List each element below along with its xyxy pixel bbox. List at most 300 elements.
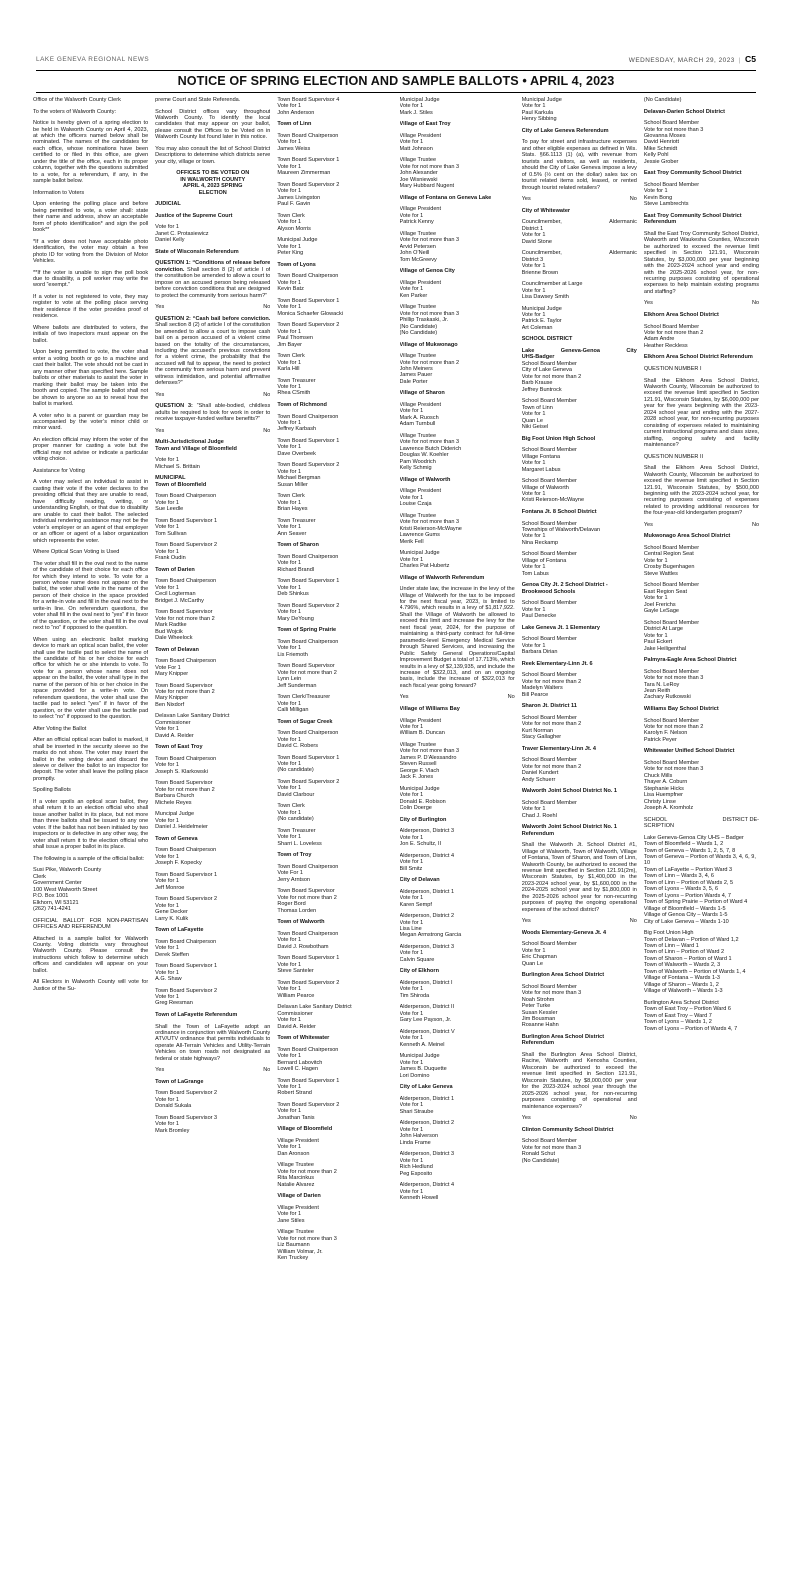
notice-paragraph: Shall the Walworth Jt. School District #1, Village of Walworth, Town of Walworth, Village of Fontana, Town of Sharon, and Town of Linn, Walworth County, be authorized to exceed the revenue limit specified in Section 121.91(2m), Wisconsin Statutes, by $1,400,000 in the 2023-2024 school year, by $1,600,000 in the 2024-2025 school year and by $1,800,000 in the 2025-2026 school year for non-recurring purposes of paying the ongoing operational expenses of the school district? <box>521 842 637 913</box>
ballot-line: Vote for 1 <box>277 736 302 743</box>
school-district-heading <box>522 348 637 393</box>
notice-paragraph: Where ballots are distributed to voters, the initials of two inspectors must appear on the ballot. <box>33 324 149 344</box>
ballot-line: Bridget J. McCarthy <box>155 597 204 604</box>
vote-yes-option[interactable]: Yes <box>155 391 165 398</box>
ballot-line: John O’Neill <box>399 250 430 257</box>
ballot-entry <box>277 298 392 317</box>
ballot-line: Patrick Kenny <box>399 219 434 226</box>
ballot-line: Vote for 1 <box>277 419 302 426</box>
ballot-line: Tim Shiroda <box>399 992 430 999</box>
ballot-line: Town Board Chairperson <box>277 133 339 139</box>
office-heading <box>522 930 637 936</box>
vote-yes-option[interactable]: Yes <box>155 427 165 434</box>
ballot-line: Patrick Peyer <box>643 736 677 743</box>
vote-no-option[interactable]: No <box>629 196 637 203</box>
ballot-line: Town Board Chairperson <box>277 863 339 870</box>
office-heading-line: East Troy Community School District Referendum <box>643 212 742 226</box>
ballot-line: Vote for 1 <box>277 785 302 792</box>
ballot-line: Clerk <box>33 873 46 880</box>
ballot-line: Ann Seaver <box>277 530 307 537</box>
ballot-line: Town Board Chairperson <box>155 578 217 585</box>
office-heading <box>522 128 637 134</box>
ballot-entry <box>522 219 637 245</box>
notice-paragraph: After Voting the Ballot <box>33 725 87 732</box>
ballot-line: District 1 <box>521 225 544 232</box>
ballot-entry <box>400 889 515 908</box>
ballot-line: Dale Porter <box>399 378 428 385</box>
ballot-line: Municipal Judge <box>277 237 318 244</box>
ballot-line: Townships of Walworth/Delavan <box>521 526 601 533</box>
ballot-line: Vote for not more than 2 <box>155 786 215 793</box>
ballot-line: Town Board Chairperson <box>277 413 339 420</box>
page-title: NOTICE OF SPRING ELECTION AND SAMPLE BALLOTS • APRIL 4, 2023 <box>177 74 615 88</box>
ballot-line: School Board Member <box>521 1138 577 1145</box>
vote-yes-option[interactable]: Yes <box>521 918 531 925</box>
ballot-line: Vote for not more than 3 <box>643 675 704 682</box>
ballot-line: Dan Aronson <box>277 1150 310 1157</box>
ballot-line: Steve Lambrechts <box>643 201 689 208</box>
ballot-line: Town of Linn <box>521 404 553 411</box>
ballot-line: Alderperson, District V <box>399 1028 455 1035</box>
ballot-entry <box>277 1047 392 1073</box>
office-heading <box>155 249 270 255</box>
ballot-line: Greg Reesman <box>155 1000 193 1007</box>
ballot-line: Megan Armstrong Garcia <box>399 932 462 939</box>
ballot-line: Joseph A. Kromholz <box>643 805 694 812</box>
ballot-line: Vote for 1 <box>277 1144 302 1151</box>
ballot-line: Town of Linn – Portion of Wards 2, 5 <box>643 879 734 886</box>
ballot-line: (No candidate) <box>277 816 314 823</box>
ballot-line: Frank Oudin <box>155 555 186 562</box>
ballot-entry <box>155 988 270 1007</box>
office-heading-line: Burlington Area School District Referendum <box>521 1034 605 1047</box>
vote-yes-option[interactable]: Yes <box>521 196 531 203</box>
office-heading-line: Traver Elementary-Linn Jt. 4 <box>521 745 596 752</box>
office-heading <box>522 1127 637 1133</box>
notice-paragraph: After an official optical scan ballot is marked, it shall be inserted in the security sleeve so the marks do not show. The voter may insert the ballot in the voting device and discard the sleeve or deliver the ballot to an inspector for deposit. The voter shall leave the polling place promptly. <box>33 737 149 782</box>
ballot-line: East Region Seat <box>643 588 688 595</box>
ballot-line: Vote for 1 <box>399 1102 424 1109</box>
office-heading <box>400 477 515 483</box>
ballot-line: Town Board Chairperson <box>277 638 339 645</box>
ballot-line: P.O. Box 1001 <box>33 893 69 900</box>
ballot-line: Village President <box>399 717 442 724</box>
ballot-line: School Board Member <box>643 759 700 766</box>
ballot-entry <box>522 600 637 619</box>
ballot-line: Village President <box>399 206 442 213</box>
notice-paragraph: An election official may inform the voter of the proper manner for casting a vote but the official may not advise or indicate a particular voting choice. <box>33 436 149 463</box>
ballot-entry <box>155 780 270 806</box>
ballot-entry <box>155 713 270 739</box>
office-heading <box>644 657 759 663</box>
yes-no-options <box>522 1115 637 1121</box>
ballot-entry <box>400 1096 515 1115</box>
ballot-line: Bud Wojcik <box>155 628 183 635</box>
ballot-line: Vote for 1 <box>155 817 179 824</box>
ballot-entry <box>155 542 270 561</box>
office-heading <box>277 852 392 858</box>
ballot-entry <box>522 941 637 967</box>
ballot-line: William B. Duncan <box>399 730 445 737</box>
ballot-line: Town Board Chairperson <box>277 273 339 280</box>
ballot-entry <box>277 779 392 798</box>
ballot-line: Karen Sempf <box>399 901 432 908</box>
ballot-line: Vote for 1 <box>277 524 302 531</box>
ballot-line: Joseph S. Klarkowski <box>155 768 208 775</box>
ballot-line: Town of Linn – Portion of Ward 2 <box>643 949 725 956</box>
ballot-entry <box>400 513 515 545</box>
office-heading-line: Multi-Jurisdictional Judge <box>155 439 224 446</box>
ballot-line: School Board Member <box>521 600 577 607</box>
ballot-line: Alderperson, District 3 <box>399 944 455 951</box>
ballot-line: Town Board Supervisor 3 <box>155 1114 218 1121</box>
vote-no-option[interactable]: No <box>751 300 760 307</box>
ballot-line: Town Board Chairperson <box>277 730 339 737</box>
office-heading <box>522 1034 637 1047</box>
ballot-line: Vote for 1 <box>399 950 424 957</box>
office-heading-line: Walworth Joint School District No. 1 Referendum <box>521 824 618 837</box>
ballot-line: Vote for 1 <box>399 556 424 563</box>
ballot-line: Vote for not more than 2 <box>521 721 582 728</box>
ballot-line: Tara N. LeRoy <box>643 681 680 688</box>
ballot-entry <box>522 984 637 1029</box>
ballot-entry <box>277 414 392 433</box>
ballot-entry <box>522 306 637 332</box>
office-heading <box>522 824 637 837</box>
ballot-line: Town Board Supervisor 1 <box>277 955 340 962</box>
ballot-line: School Board Member <box>643 582 700 589</box>
office-heading <box>522 746 637 752</box>
ballot-line: Town Board Supervisor 2 <box>155 1090 218 1097</box>
ballot-line: Vote for 1 <box>277 188 302 195</box>
ballot-line: Gary Lee Payson, Jr. <box>399 1017 452 1024</box>
ballot-line: Vote for 1 <box>277 1083 302 1090</box>
vote-no-option[interactable]: No <box>507 694 515 701</box>
vote-no-option[interactable]: No <box>629 1115 637 1122</box>
notice-paragraph: **If the voter is unable to sign the poll book due to disability, a poll worker may write the word “exempt.” <box>33 269 149 289</box>
ballot-line: David A. Reider <box>155 732 194 739</box>
ballot-entry <box>155 756 270 775</box>
ballot-line: Susan Kessler <box>521 1009 558 1016</box>
ballot-line: A.G. Shaw <box>155 975 182 982</box>
office-heading <box>400 342 515 348</box>
ballot-line: Village of Fontana <box>521 557 567 564</box>
ballot-line: Dale Wheelock <box>155 634 193 641</box>
office-heading-line: Burlington Area School District <box>521 972 605 979</box>
ballot-entry <box>400 718 515 737</box>
ballot-line: Barbara Church <box>155 793 195 800</box>
ballot-line: Town Board Chairperson <box>277 553 339 560</box>
ballot-line: Jerry Arntson <box>277 876 311 883</box>
ballot-line: Vote for 1 <box>399 859 424 866</box>
ballot-line: Town Treasurer <box>277 827 316 834</box>
office-heading-line: Town of Walworth <box>277 919 325 926</box>
office-heading <box>277 1035 392 1041</box>
ballot-line: Town Board Chairperson <box>155 493 217 500</box>
office-heading-line: Village of Sharon <box>399 390 445 397</box>
ballot-line: Commissioner <box>277 1010 313 1017</box>
ballot-line: Town Clerk/Treasurer <box>277 694 331 701</box>
office-heading-line: Village of Williams Bay <box>399 705 460 712</box>
office-heading-line: City of Lake Geneva <box>399 1084 453 1091</box>
ballot-entry <box>155 683 270 709</box>
ballot-line: Vote for 1 <box>399 895 424 902</box>
ballot-line: Vote for 1 <box>521 411 546 418</box>
vote-no-option[interactable]: No <box>751 521 760 528</box>
ballot-line: Town of Geneva – Wards 1, 2, 5, 7, 8 <box>643 847 736 854</box>
ballot-line: Town Board Supervisor 1 <box>277 157 340 164</box>
ballot-line: Town Clerk <box>277 353 305 360</box>
notice-paragraph: Office of the Walworth County Clerk <box>33 97 121 103</box>
ballot-line: Vote for 1 <box>399 1059 424 1066</box>
ballot-line: Peg Esposito <box>399 1170 433 1177</box>
ballot-line: Town of Delavan – Portion of Ward 1,2 <box>643 936 739 943</box>
ballot-line: Alderperson, District 1 <box>399 888 455 895</box>
question-text: Shall section 8 (2) of article I of the constitution be amended to allow a court to impose cash bail on a person accused of a violent crime based on the totality of the circumstances, including the accused’s previous convictions for a violent crime, the probability that the accused will fail to appear, the need to protect the community from serious harm and prevent witness intimidation, and potential affirmative defenses?” <box>155 322 271 387</box>
office-heading <box>644 706 759 712</box>
ballot-line: School Board Member <box>643 668 700 675</box>
ballot-entry <box>277 1078 392 1097</box>
ballot-line: Vote for 1 <box>399 103 424 110</box>
ballot-line: Rita Marcinkus <box>277 1175 315 1182</box>
ballot-line: Town Board Chairperson <box>155 658 217 665</box>
ballot-line: Vote for 1 <box>155 548 179 555</box>
office-heading <box>155 567 270 573</box>
vote-no-option[interactable]: No <box>263 391 271 398</box>
ballot-line: Rich Hedlund <box>399 1164 433 1171</box>
ballot-line: Municipal Judge <box>399 97 440 103</box>
question-label: QUESTION 2: “Cash bail before conviction. <box>155 315 271 322</box>
ballot-line: Adam Turnbull <box>399 421 436 428</box>
ballot-line: Paul Thomsen <box>277 335 314 342</box>
ballot-entry <box>277 1229 392 1261</box>
ballot-entry <box>522 715 637 741</box>
ballot-line: Vote for 1 <box>277 1108 302 1115</box>
ballot-line: Vote for 1 <box>277 279 302 286</box>
ballot-line: Vote for 1 <box>399 1157 424 1164</box>
ballot-line: Alderperson, District 3 <box>399 828 455 835</box>
ballot-line: Town Board Supervisor 2 <box>155 987 218 994</box>
ballot-line: Vote for 1 <box>277 986 302 993</box>
ballot-line: Mark J. Stiles <box>399 109 433 116</box>
office-heading <box>277 719 392 725</box>
ballot-line: Town Board Supervisor 2 <box>155 542 218 549</box>
ballot-line: Vote for not more than 2 <box>277 669 337 676</box>
ballot-line: Vote for 1 <box>277 163 302 170</box>
office-heading <box>644 533 759 539</box>
ballot-line: Town Board Supervisor <box>277 888 335 895</box>
ballot-entry <box>277 931 392 950</box>
ballot-line: School Board Member <box>643 619 700 626</box>
vote-yes-option[interactable]: Yes <box>155 1067 165 1074</box>
ballot-line: Big Foot Union High <box>643 930 694 937</box>
ballot-line: George F. Vlach <box>399 767 440 774</box>
office-heading-line: Justice of the Supreme Court <box>155 212 233 219</box>
ballot-line: Village President <box>399 488 442 495</box>
ballot-line: Alderperson, District 2 <box>399 913 455 920</box>
ballot-entry <box>400 280 515 299</box>
ballot-line: Henry Sibbing <box>521 116 557 123</box>
ballot-line: James Pauer <box>399 372 433 379</box>
ballot-line: Vote for 1 <box>521 460 546 467</box>
notice-paragraph: The voter shall fill in the oval next to the name of the candidate of their choice for each office for which they intend to vote. To vote for a person whose name does not appear on the ballot, the voter shall write in the name of the person of their choice in the space provided for a write-in vote and fill in the oval next to the write-in line. On referendum questions, the voter shall fill in the oval next to “yes” if in favor of the question, or the voter shall fill in the oval next to “no” if opposed to the question. <box>33 560 149 632</box>
ballot-line: Vote for 1 <box>277 219 302 226</box>
ballot-line: Vote for 1 <box>643 188 668 195</box>
ballot-line: Vote for 1 <box>277 1053 302 1060</box>
ballot-line: Town Board Supervisor <box>155 609 213 616</box>
office-heading-line: Village of Fontana on Geneva Lake <box>399 194 492 201</box>
ballot-line: Stephanie Hicks <box>643 785 684 792</box>
ballot-line: Vote for not more than 3 <box>399 310 460 317</box>
ballot-line: Alderperson, District 3 <box>399 1151 455 1158</box>
ballot-line: Larry K. Kulik <box>155 915 189 922</box>
ballot-line: Town of East Troy – Ward 7 <box>643 1012 712 1019</box>
ballot-line: Vote for 1 <box>277 1017 302 1024</box>
ballot-line: Jessie Grober <box>643 158 679 165</box>
ballot-line: Michele Reyes <box>155 799 192 806</box>
ballot-line: Lori Domino <box>399 1072 430 1079</box>
ballot-entry <box>644 182 759 208</box>
notice-paragraph: *If a voter does not have acceptable photo identification, the voter may obtain a free photo ID for voting from the Division of Motor Vehicles. <box>33 238 149 264</box>
ballot-line: Vote for 1 <box>399 139 424 146</box>
ballot-line: Town Board Chairperson <box>155 847 217 854</box>
office-heading-line: City of Burlington <box>399 816 447 823</box>
ballot-line: Mark Radtke <box>155 622 187 629</box>
vote-no-option[interactable]: No <box>629 918 637 925</box>
ballot-line: Chad J. Roehl <box>521 812 557 819</box>
office-heading-line: Town of Whitewater <box>277 1035 330 1042</box>
office-heading <box>400 877 515 883</box>
ballot-line: School Board Member <box>521 447 577 454</box>
ballot-entry <box>277 378 392 397</box>
ballot-entry <box>277 730 392 749</box>
ballot-line: Ken Truckey <box>277 1255 309 1262</box>
notice-paragraph: Shall the Burlington Area School District, Racine, Walworth and Kenosha Counties, Wisconsin be authorized to exceed the revenue limit specified in Section 121.91, Wisconsin Statutes, by $8,000,000 per year for the 2023-2024 school year through the 2025-2026 school year, for non-recurring purposes consisting of operational and maintenance expenses? <box>521 1052 637 1110</box>
vote-yes-option[interactable]: Yes <box>521 1115 531 1122</box>
ballot-line: Jon E. Schultz, II <box>399 841 442 848</box>
vote-yes-option[interactable]: Yes <box>643 300 653 307</box>
ballot-line: Village Trustee <box>399 741 437 748</box>
office-heading-line: Big Foot Union High School <box>521 435 596 442</box>
ballot-line: Vote for 1 <box>521 533 546 540</box>
ballot-line: City of Lake Geneva <box>521 367 572 374</box>
ballot-line: Vote for not more than 3 <box>399 519 460 526</box>
ballot-line: Village Trustee <box>277 1229 314 1236</box>
ballot-line: QUESTION NUMBER I <box>643 365 702 372</box>
ballot-entry <box>644 718 759 744</box>
ballot-line: Phillip Traskaski, Jr. <box>399 317 449 324</box>
vote-no-option[interactable]: No <box>263 1067 271 1074</box>
ballot-entry <box>277 462 392 488</box>
ballot-entry <box>155 224 270 243</box>
ballot-line: Vote for 1 <box>277 584 302 591</box>
ballot-entry <box>277 353 392 372</box>
notice-paragraph: preme Court and State Referenda. <box>155 97 241 103</box>
ballot-line: Natalie Alvarez <box>277 1181 315 1188</box>
ballot-line: Village President <box>399 401 442 408</box>
ballot-entry <box>277 273 392 292</box>
ballot-line: Village of Walworth – Wards 1-3 <box>643 988 723 995</box>
ballot-line: School Board Member <box>521 799 577 806</box>
vote-no-option[interactable]: No <box>263 427 271 434</box>
ballot-line: City of Lake Geneva – Wards 1-10 <box>643 918 729 925</box>
ballot-line: Ronald Schut <box>521 1151 555 1158</box>
yes-no-options <box>644 522 759 528</box>
ballot-line: Pam Woodrich <box>399 458 436 465</box>
masthead-rule <box>36 70 756 71</box>
office-heading-line: MUNICIPAL <box>155 475 186 482</box>
ballot-entry <box>155 1115 270 1134</box>
ballot-entry <box>400 1182 515 1201</box>
vote-yes-option[interactable]: Yes <box>399 694 409 701</box>
ballot-line: Vote for 1 <box>155 993 179 1000</box>
ballot-entry <box>155 896 270 922</box>
office-heading <box>522 972 637 978</box>
ballot-line: Vote for 1 <box>155 584 179 591</box>
notice-paragraph: Where Optical Scan Voting is Used <box>33 549 120 556</box>
office-heading-line: Town of LaFayette Referendum <box>155 1011 238 1018</box>
ballot-entry <box>277 1102 392 1121</box>
ballot-line: Merik Fell <box>399 538 424 545</box>
notice-paragraph: Attached is a sample ballot for Walworth County. Voting districts vary throughout Walworth County. Please consult the instructions which follow to determine which offices and candidates will appear on your ballot. <box>33 935 149 974</box>
office-heading-line: Walworth Joint School District No. 1 <box>521 788 618 795</box>
office-heading <box>155 647 270 653</box>
office-heading-line: Palmyra-Eagle Area School District <box>643 657 737 664</box>
ballot-line: Town Board Supervisor 2 <box>277 462 340 469</box>
vote-no-option[interactable]: No <box>263 304 271 311</box>
ballot-line: Town Board Chairperson <box>155 755 217 762</box>
ballot-line: Town Board Chairperson <box>277 930 339 937</box>
ballot-line: Councilmember at Large <box>521 281 583 288</box>
ballot-line-right: Aldermanic <box>609 250 637 257</box>
ballot-line: Tom Labus <box>521 570 549 577</box>
ballot-line: Joseph F. Kopecky <box>155 860 202 867</box>
ballot-line: Susi Pike, Walworth County <box>33 867 102 874</box>
ballot-line: Vote for 1 <box>643 557 668 564</box>
ballot-line: Vote for 1 <box>643 632 668 639</box>
ballot-line: Town of East Troy – Portion Ward 6 <box>643 1006 731 1013</box>
ballot-line: Village Trustee <box>399 157 437 164</box>
office-heading <box>644 109 759 115</box>
ballot-line: Liz Baumann <box>277 1242 310 1249</box>
ballot-line: Giovanna Moses <box>643 133 686 139</box>
ballot-line: Vote for not more than 3 <box>643 126 704 133</box>
ballot-line: Susan Miller <box>277 481 308 488</box>
ballot-line: Town Board Supervisor 2 <box>277 1101 340 1108</box>
office-heading-line: Delavan-Darien School District <box>643 108 725 115</box>
ballot-line: Village of Bloomfield – Wards 1-5 <box>643 905 726 912</box>
ballot-line: School Board Member <box>521 398 577 405</box>
vote-yes-option[interactable]: Yes <box>643 521 653 528</box>
ballot-line: Lawrence Gums <box>399 532 440 539</box>
office-heading-line: City of Elkhorn <box>399 968 439 975</box>
vote-yes-option[interactable]: Yes <box>155 304 165 311</box>
ballot-line: Adam Andre <box>643 336 675 343</box>
ballot-line: Town Board Supervisor 2 <box>277 322 340 329</box>
ballot-entry <box>644 545 759 577</box>
ballot-entry <box>277 213 392 232</box>
office-heading-line: Village of East Troy <box>399 121 451 128</box>
ballot-line: Vote For 1 <box>155 664 181 671</box>
ballot-entry <box>400 133 515 152</box>
ballot-line: Calvin Square <box>399 956 435 963</box>
ballot-line: Daniel J. Heidelmeier <box>155 824 208 831</box>
ballot-entry <box>277 493 392 512</box>
ballot-line: Matt Johnson <box>399 145 433 152</box>
ballot-line: Jean Reith <box>643 687 671 694</box>
ballot-line: Village President <box>277 1204 319 1211</box>
office-heading-line: Woods Elementary-Geneva Jt. 4 <box>521 929 607 936</box>
